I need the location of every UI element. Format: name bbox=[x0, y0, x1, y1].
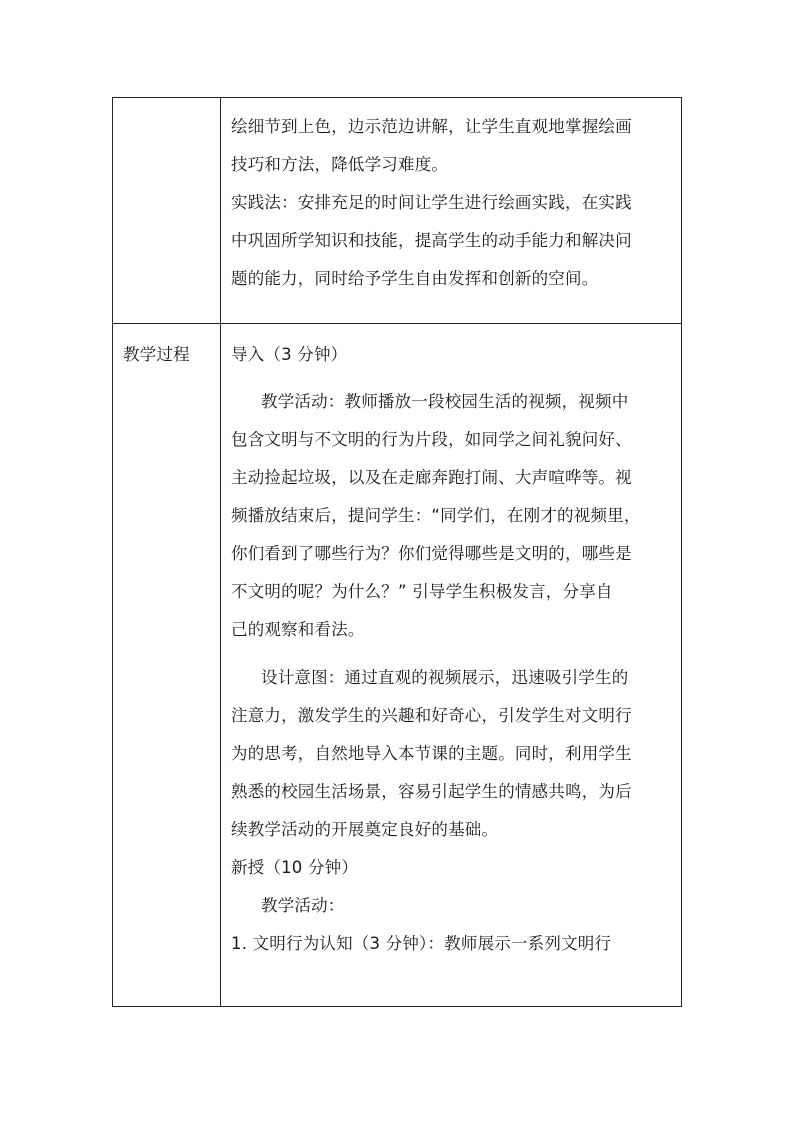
text-line: 为的思考，自然地导入本节课的主题。同时，利用学生 bbox=[231, 744, 632, 763]
section-heading-new: 新授（10 分钟） bbox=[231, 858, 359, 877]
text-line: 注意力，激发学生的兴趣和好奇心，引发学生对文明行 bbox=[231, 706, 632, 725]
text-line: 熟悉的校园生活场景，容易引起学生的情感共鸣，为后 bbox=[231, 782, 632, 801]
section-heading-intro: 导入（3 分钟） bbox=[231, 345, 348, 364]
methods-cell bbox=[231, 108, 676, 298]
text-line: 教学活动：教师播放一段校园生活的视频，视频中 bbox=[261, 392, 629, 411]
process-cell bbox=[231, 336, 676, 963]
lesson-plan-table bbox=[112, 97, 682, 1007]
text-line: 包含文明与不文明的行为片段，如同学之间礼貌问好、 bbox=[231, 430, 632, 449]
text-line: 实践法：安排充足的时间让学生进行绘画实践，在实践 bbox=[231, 193, 632, 212]
text-line: 续教学活动的开展奠定良好的基础。 bbox=[231, 820, 499, 839]
text-line: 绘细节到上色，边示范边讲解，让学生直观地掌握绘画 bbox=[231, 117, 632, 136]
text-line: 主动捡起垃圾，以及在走廊奔跑打闹、大声喧哗等。视 bbox=[231, 468, 632, 487]
text-line: 设计意图：通过直观的视频展示，迅速吸引学生的 bbox=[261, 668, 629, 687]
text-line: 不文明的呢？为什么？” 引导学生积极发言，分享自 bbox=[231, 582, 613, 601]
text-line: 你们看到了哪些行为？你们觉得哪些是文明的，哪些是 bbox=[231, 544, 632, 563]
text-line: 题的能力，同时给予学生自由发挥和创新的空间。 bbox=[231, 269, 599, 288]
list-item: 1. 文明行为认知（3 分钟）：教师展示一系列文明行 bbox=[231, 934, 612, 953]
text-line: 己的观察和看法。 bbox=[231, 620, 365, 639]
column-divider bbox=[220, 98, 221, 1006]
text-line: 频播放结束后，提问学生：“同学们，在刚才的视频里， bbox=[231, 506, 641, 525]
activity-label: 教学活动： bbox=[261, 896, 345, 915]
text-line: 中巩固所学知识和技能，提高学生的动手能力和解决问 bbox=[231, 231, 632, 250]
text-line: 技巧和方法，降低学习难度。 bbox=[231, 155, 449, 174]
row-label-teaching-process: 教学过程 bbox=[123, 345, 190, 364]
row-divider bbox=[113, 323, 681, 324]
